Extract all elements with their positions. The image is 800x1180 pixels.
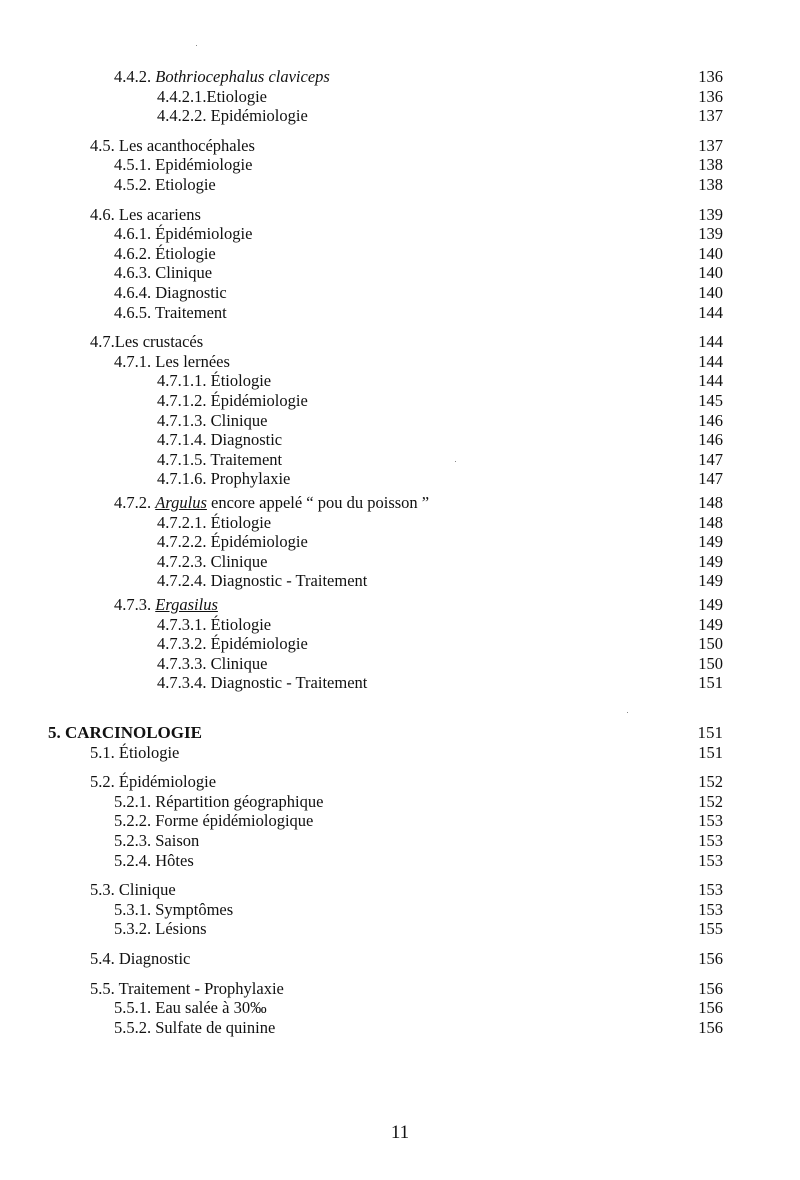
toc-entry-page: 147 — [698, 450, 723, 469]
toc-entry-page: 146 — [698, 411, 723, 430]
toc-entry-page: 148 — [698, 493, 723, 512]
toc-entry — [0, 175, 800, 195]
toc-entry — [0, 979, 800, 999]
toc-entry-title: 4.7.1.6. Prophylaxie — [157, 469, 291, 488]
toc-entry-title: 5.2.4. Hôtes — [114, 851, 194, 870]
toc-entry-page: 138 — [698, 155, 723, 174]
toc-entry-title: 4.7.1.1. Étiologie — [157, 371, 272, 390]
toc-entry-page: 152 — [698, 792, 723, 811]
toc-entry-page: 149 — [698, 615, 723, 634]
toc-entry — [0, 673, 800, 693]
toc-entry-page: 151 — [698, 743, 723, 762]
toc-entry-page: 153 — [698, 831, 723, 850]
toc-entry — [0, 450, 800, 470]
toc-entry — [0, 949, 800, 969]
toc-entry-title: 4.7.1. Les lernées — [114, 352, 230, 371]
toc-entry-title: 4.7.3.3. Clinique — [157, 654, 268, 673]
page-number: 11 — [390, 1122, 410, 1143]
toc-entry — [0, 919, 800, 939]
toc-entry-page: 136 — [698, 67, 723, 86]
toc-entry-page: 151 — [698, 673, 723, 692]
toc-entry-title: 4.7.1.2. Épidémiologie — [157, 391, 308, 410]
toc-entry-title: 5.3.2. Lésions — [114, 919, 207, 938]
scan-speck — [627, 712, 628, 713]
toc-entry-title: 5.2.1. Répartition géographique — [114, 792, 324, 811]
toc-entry-title: 4.7.2.2. Épidémiologie — [157, 532, 308, 551]
toc-entry — [0, 430, 800, 450]
toc-entry-page: 152 — [698, 772, 723, 791]
toc-entry — [0, 900, 800, 920]
toc-entry-title: 4.7.2.4. Diagnostic - Traitement — [157, 571, 368, 590]
toc-entry — [0, 244, 800, 264]
toc-entry — [0, 391, 800, 411]
toc-entry — [0, 469, 800, 489]
toc-entry-title: 4.7.2.3. Clinique — [157, 552, 268, 571]
toc-entry — [0, 723, 800, 743]
toc-entry-title: 4.7.1.3. Clinique — [157, 411, 268, 430]
toc-entry-title: 5.3. Clinique — [90, 880, 176, 899]
toc-entry-title: 4.6. Les acariens — [90, 205, 201, 224]
scan-speck — [455, 461, 456, 462]
toc-entry — [0, 332, 800, 352]
toc-entry — [0, 411, 800, 431]
toc-entry-title: 4.6.1. Épidémiologie — [114, 224, 253, 243]
toc-entry-title: 4.5.2. Etiologie — [114, 175, 216, 194]
toc-entry — [0, 615, 800, 635]
toc-entry-page: 137 — [698, 136, 723, 155]
toc-entry-page: 156 — [698, 949, 723, 968]
toc-entry-page: 136 — [698, 87, 723, 106]
toc-entry-page: 138 — [698, 175, 723, 194]
toc-entry — [0, 87, 800, 107]
toc-entry-page: 149 — [698, 532, 723, 551]
toc-entry-page: 139 — [698, 205, 723, 224]
toc-entry-title: 4.7.2. Argulus encore appelé “ pou du poisson ” — [114, 493, 430, 512]
toc-entry-title: 4.7.3. Ergasilus — [114, 595, 218, 614]
toc-entry-page: 146 — [698, 430, 723, 449]
toc-entry — [0, 106, 800, 126]
toc-entry-title: 5.2. Épidémiologie — [90, 772, 217, 791]
toc-entry-page: 140 — [698, 244, 723, 263]
toc-entry-page: 147 — [698, 469, 723, 488]
toc-entry-title: 4.7.3.2. Épidémiologie — [157, 634, 308, 653]
toc-entry-page: 156 — [698, 998, 723, 1017]
toc-entry-title: 4.7.1.4. Diagnostic — [157, 430, 283, 449]
scan-speck — [196, 45, 197, 46]
toc-entry-title: 5. CARCINOLOGIE — [48, 723, 202, 742]
toc-entry-page: 137 — [698, 106, 723, 125]
toc-entry-title: 4.4.2.2. Epidémiologie — [157, 106, 308, 125]
toc-entry — [0, 654, 800, 674]
toc-entry — [0, 67, 800, 87]
toc-entry — [0, 634, 800, 654]
toc-entry — [0, 851, 800, 871]
toc-entry-page: 139 — [698, 224, 723, 243]
toc-entry-title: 4.7.3.1. Étiologie — [157, 615, 272, 634]
toc-entry-page: 149 — [698, 595, 723, 614]
toc-entry-title: 5.5.2. Sulfate de quinine — [114, 1018, 276, 1037]
toc-entry-page: 144 — [698, 303, 723, 322]
toc-entry-title: 4.7.1.5. Traitement — [157, 450, 283, 469]
toc-entry-title: 4.7.Les crustacés — [90, 332, 204, 351]
toc-entry-title: 4.7.3.4. Diagnostic - Traitement — [157, 673, 368, 692]
toc-entry — [0, 513, 800, 533]
toc-entry-title: 4.6.5. Traitement — [114, 303, 227, 322]
toc-entry-title: 5.2.3. Saison — [114, 831, 200, 850]
toc-entry — [0, 880, 800, 900]
toc-entry — [0, 224, 800, 244]
toc-entry-title: 4.7.2.1. Étiologie — [157, 513, 272, 532]
toc-entry-page: 153 — [698, 811, 723, 830]
toc-entry — [0, 493, 800, 513]
toc-entry-page: 151 — [697, 723, 723, 742]
toc-entry-title: 5.5.1. Eau salée à 30‰ — [114, 998, 267, 1017]
toc-entry-title: 4.5.1. Epidémiologie — [114, 155, 253, 174]
toc-entry — [0, 792, 800, 812]
toc-entry — [0, 263, 800, 283]
toc-entry — [0, 155, 800, 175]
toc-entry — [0, 303, 800, 323]
toc-entry — [0, 831, 800, 851]
toc-entry — [0, 352, 800, 372]
toc-entry-title: 5.2.2. Forme épidémiologique — [114, 811, 314, 830]
toc-entry-page: 145 — [698, 391, 723, 410]
toc-entry — [0, 772, 800, 792]
toc-entry-page: 148 — [698, 513, 723, 532]
toc-entry — [0, 136, 800, 156]
toc-entry — [0, 205, 800, 225]
toc-entry-title: 4.5. Les acanthocéphales — [90, 136, 255, 155]
toc-entry-page: 153 — [698, 900, 723, 919]
toc-entry-page: 156 — [698, 1018, 723, 1037]
toc-entry-title: 4.4.2. Bothriocephalus claviceps — [114, 67, 330, 86]
toc-entry-page: 156 — [698, 979, 723, 998]
toc-entry — [0, 998, 800, 1018]
toc-entry-title: 5.5. Traitement - Prophylaxie — [90, 979, 284, 998]
toc-entry-title: 4.6.3. Clinique — [114, 263, 213, 282]
toc-entry-page: 144 — [698, 371, 723, 390]
toc-entry-title: 5.4. Diagnostic — [90, 949, 191, 968]
toc-entry-page: 150 — [698, 634, 723, 653]
toc-entry-page: 144 — [698, 332, 723, 351]
toc-entry — [0, 1018, 800, 1038]
toc-entry — [0, 532, 800, 552]
toc-entry — [0, 571, 800, 591]
toc-entry-page: 150 — [698, 654, 723, 673]
toc-entry — [0, 595, 800, 615]
toc-entry-page: 153 — [698, 851, 723, 870]
toc-entry-page: 144 — [698, 352, 723, 371]
toc-entry — [0, 283, 800, 303]
toc-entry-page: 149 — [698, 571, 723, 590]
toc-entry-title: 4.6.2. Étiologie — [114, 244, 216, 263]
toc-entry — [0, 811, 800, 831]
toc-entry — [0, 552, 800, 572]
toc-entry-title: 5.1. Étiologie — [90, 743, 180, 762]
toc-entry-page: 149 — [698, 552, 723, 571]
toc-entry-title: 4.4.2.1.Etiologie — [157, 87, 267, 106]
toc-entry — [0, 743, 800, 763]
toc-entry-page: 155 — [698, 919, 723, 938]
toc-entry-title: 5.3.1. Symptômes — [114, 900, 234, 919]
toc-entry-page: 140 — [698, 283, 723, 302]
toc-entry-title: 4.6.4. Diagnostic — [114, 283, 227, 302]
toc-entry-page: 153 — [698, 880, 723, 899]
toc-entry — [0, 371, 800, 391]
toc-entry-page: 140 — [698, 263, 723, 282]
